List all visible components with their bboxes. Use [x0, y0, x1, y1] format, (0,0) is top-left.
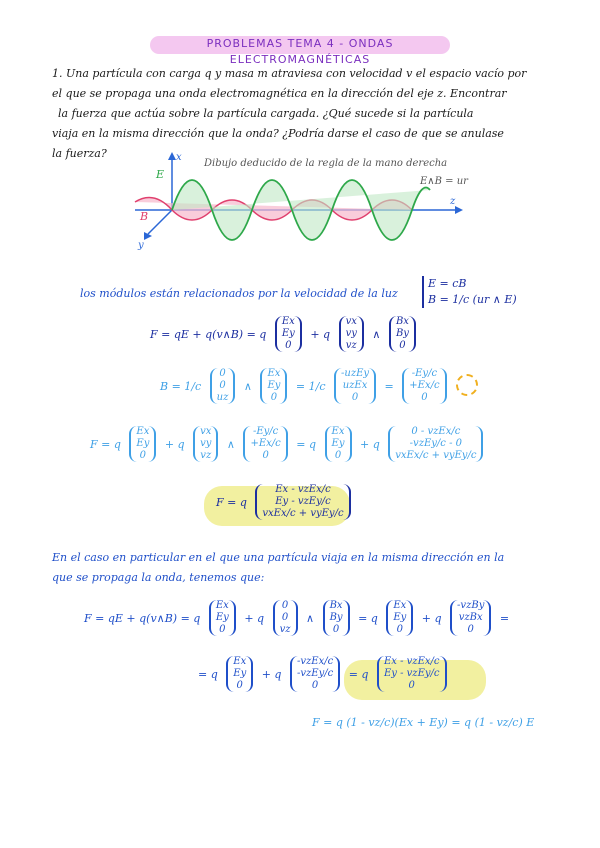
problem-line: viaja en la misma dirección que la onda? ¿Podría darse el caso de que se anulase: [52, 127, 504, 140]
vector-v: vx vy vz: [339, 316, 364, 352]
relations-box: [422, 276, 517, 308]
section1-text: los módulos están relacionados por la velocidad de la luz: [80, 287, 398, 300]
page-title: PROBLEMAS TEMA 4 - ONDAS ELECTROMAGNÉTICAS: [206, 37, 394, 66]
vector-cross-result: -vzEx/c -vzEy/c 0: [290, 656, 340, 692]
vector-e: Ex Ey 0: [209, 600, 236, 636]
vector-v: vx vy vz: [193, 426, 218, 462]
section2-line: que se propaga la onda, tenemos que:: [52, 571, 265, 584]
problem-line: la fuerza?: [52, 147, 107, 160]
equation-b-field: B = 1/c 0 0 uz ∧ Ex Ey 0 = 1/c -uzEy uzEx 0 = -Ey/c +Ex/c 0: [158, 368, 450, 404]
equation-force-parallel: F = qE + q(v∧B) = q Ex Ey 0 + q 0 0 vz ∧ Bx By 0 = q Ex Ey 0 + q -vzBy vzBx 0 =: [84, 600, 510, 635]
problem-line: 1. Una partícula con carga q y masa m atraviesa con velocidad v el espacio vacío por: [52, 67, 527, 80]
x-axis-arrow: [168, 152, 176, 160]
z-axis-arrow: [455, 206, 463, 214]
vector-b: Bx By 0: [389, 316, 416, 352]
vector-e: Ex Ey 0: [129, 426, 156, 462]
vector-b: Bx By 0: [323, 600, 350, 636]
vector-e2: Ex Ey 0: [386, 600, 413, 636]
vector-result: -uzEy uzEx 0: [334, 368, 376, 404]
equation-force-expanded: F = q Ex Ey 0 + q vx vy vz ∧ -Ey/c +Ex/c 0 = q Ex Ey 0 + q 0 - vzEx/c -vzEy/c - 0 vxEx/c + vyEy/c: [88, 426, 486, 462]
x-label: x: [176, 152, 182, 163]
vector-v: 0 0 vz: [273, 600, 298, 636]
equation-force-general: F = qE + q(v∧B) = q Ex Ey 0 + q vx vy vz ∧ Bx By 0: [148, 316, 419, 352]
vector-e: Ex Ey 0: [260, 368, 287, 404]
wave-diagram: [120, 150, 480, 270]
vector-b: -Ey/c +Ex/c 0: [243, 426, 287, 462]
equation-force-parallel-2: = q Ex Ey 0 + q -vzEx/c -vzEy/c 0 = q Ex - vzEx/c Ey - vzEy/c 0: [196, 656, 450, 692]
equation-force-final: F = q (1 - vz/c)(Ex + Ey) = q (1 - vz/c) E: [312, 716, 535, 729]
diagram-formula: E∧B = ur: [420, 176, 468, 187]
problem-line: la fuerza que actúa sobre la partícula cargada. ¿Qué sucede si la partícula: [58, 107, 474, 120]
section2-line: En el caso en particular en el que una partícula viaja en la misma dirección en la: [52, 551, 505, 564]
problem-line: el que se propaga una onda electromagnética en la dirección del eje z. Encontrar: [52, 87, 507, 100]
relation-e-cb: E = cB: [428, 277, 467, 290]
vector-cross-result: -vzBy vzBx 0: [450, 600, 491, 636]
cycle-icon: [456, 374, 478, 396]
diagram-note: Dibujo deducido de la regla de la mano derecha: [204, 158, 448, 169]
equation-force-result: F = q Ex - vzEx/c Ey - vzEy/c vxEx/c + vyEy/c: [214, 484, 354, 520]
vector-u: 0 0 uz: [210, 368, 236, 404]
vector-force: Ex - vzEx/c Ey - vzEy/c 0: [377, 656, 447, 692]
vector-cross-result: 0 - vzEx/c -vzEy/c - 0 vxEx/c + vyEy/c: [388, 426, 483, 462]
section2-text: [52, 548, 562, 588]
vector-force: Ex - vzEx/c Ey - vzEy/c vxEx/c + vyEy/c: [255, 484, 350, 520]
z-label: z: [450, 196, 456, 207]
vector-e: Ex Ey 0: [226, 656, 253, 692]
vector-e2: Ex Ey 0: [325, 426, 352, 462]
vector-e: Ex Ey 0: [275, 316, 302, 352]
vector-b-result: -Ey/c +Ex/c 0: [402, 368, 446, 404]
y-label: y: [138, 240, 144, 251]
relation-b: B = 1/c (ur ∧ E): [428, 293, 517, 306]
e-label: E: [156, 168, 165, 181]
problem-statement: [52, 64, 562, 164]
y-axis: [148, 210, 172, 234]
b-label: B: [140, 210, 149, 223]
